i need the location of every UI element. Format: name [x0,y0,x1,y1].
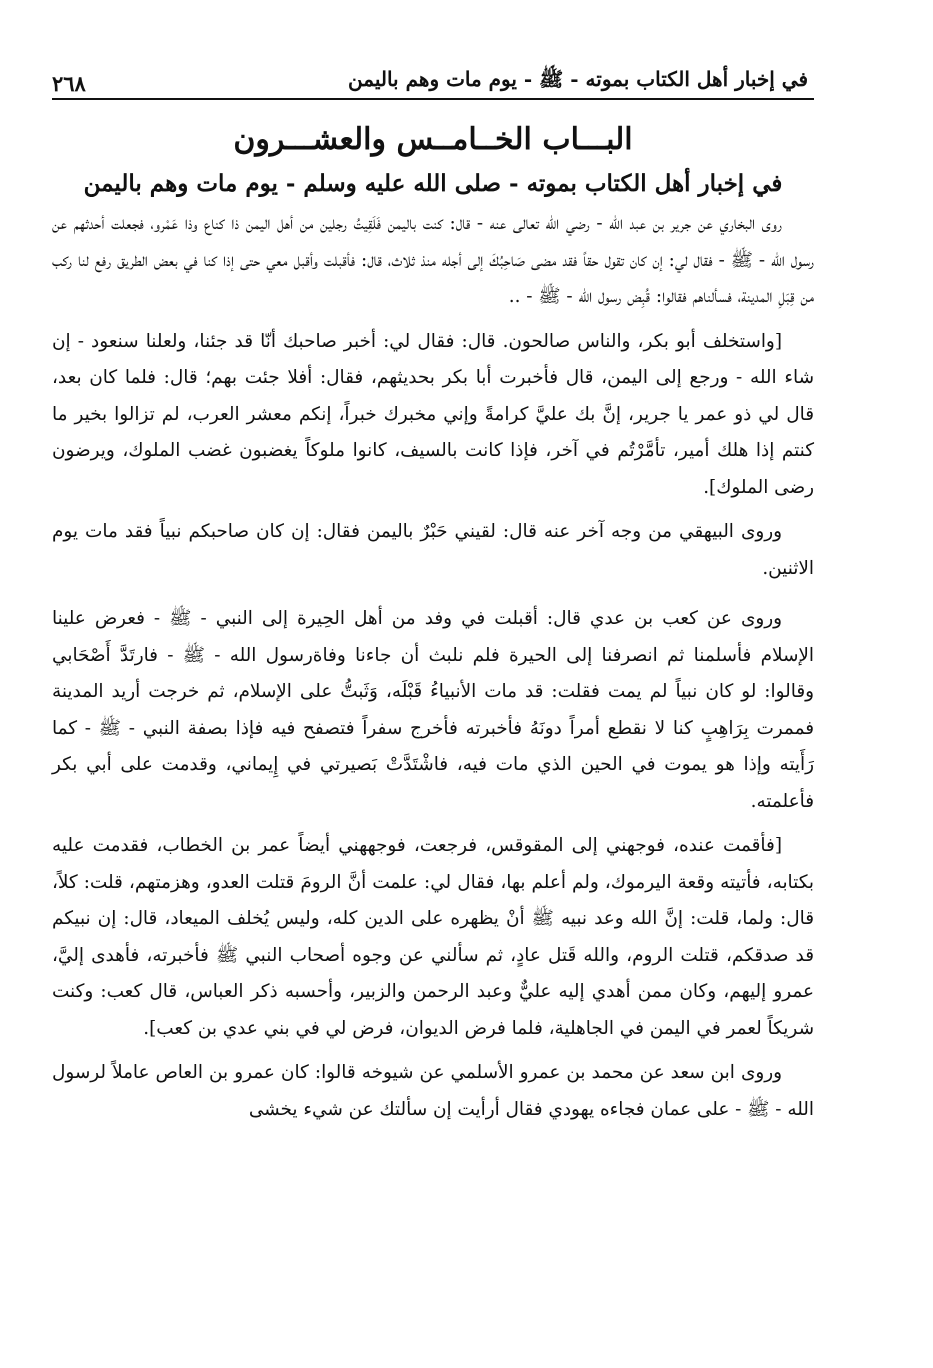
paragraph-bracketed-jarir: [واستخلف أبو بكر، والناس صالحون. قال: فقال لي: أخبر صاحبك أنّا قد جئنا، ولعلنا سنعود - إن شاء الله - ورجع إلى اليمن، قال فأخبرت أبا بكر بحديثهم، فقال: أفلا جئت بهم؛ قال: فلما كان بعد، قال لي ذو عمر يا جرير، إنَّ بك عليَّ كرامةً وإني مخبرك خبراً، إنكم معشر العرب، لم تزالوا بخير ما كنتم إذا هلك أمير، تأمَّرْتُم في آخر، فإذا كانت بالسيف، كانوا ملوكاً يغضبون غضب الملوك، ويرضون رضى الملوك]. [52,330,814,498]
chapter-title: البـــاب الخــامــس والعشـــرون [233,122,633,157]
paragraph-bracketed-kaab: [فأقمت عنده، فوجهني إلى المقوقس، فرجعت، فوجههني أيضاً عمر بن الخطاب، فقدمت عليه بكتابه، فأتيته وقعة اليرموك، ولم أعلم بها، فقال لي: علمت أنَّ الرومَ قتلت العدو، وهزمتهم، قلت: كلاً، قال: ولما، قلت: إنَّ الله وعد نبيه ﷺ أنْ يظهره على الدين كله، وليس يُخلف الميعاد، قال: إن نبيكم قد صدقكم، قتلت الروم، والله قَتل عادٍ، ثم سألني عن وجوه أصحاب النبي ﷺ فأخبرته، فأهدى إليَّ، عمرو إليهم، وكان ممن أهدي إليه عليٌّ وعبد الرحمن والزبير، وأحسبه ذكر العباس، قال كعب: وكنت شريكاً لعمر في اليمن في الجاهلية، فلما فرض الديوان، فرض لي في بني عدي بن كعب]. [52,835,814,1039]
paragraph-bayhaqi: وروى البيهقي من وجه آخر عنه قال: لقيني حَبْرٌ باليمن فقال: إن كان صاحبكم نبياً فقد مات يوم الاثنين. [52,521,814,579]
paragraph-kaab: وروى عن كعب بن عدي قال: أقبلت في وفد من أهل الحِيرة إلى النبي - ﷺ - فعرض علينا الإسلام فأسلمنا ثم انصرفنا إلى الحيرة فلم نلبث أن جاءنا وفاةرسول الله - ﷺ - فارتَدَّ أَصْحَابي وقالوا: لو كان نبياً لم يمت فقلت: قد مات الأنبياءُ قَبْلَه، وَثَبتُّ على الإسلام، ثم خرجت أريد المدينة فممرت بِرَاهِبٍ كنا لا نقطع أمراً دونَهُ فأخبرته فأخرج سفراً فتصفح فيه فإذا بصفة النبي - ﷺ - كما رَأَيته وإذا هو يموت في الحين الذي مات فيه، فاشْتَدَّتْ بَصيرتي في إِيماني، وقدمت على أبي بكر فأعلمته. [52,608,814,812]
running-header [52,58,814,100]
running-title: في إخبار أهل الكتاب بموته - ﷺ - يوم مات وهم باليمن [348,67,808,91]
page-number: ٢٦٨ [52,71,86,96]
book-page [52,58,814,1128]
paragraph-ibn-saad: وروى ابن سعد عن محمد بن عمرو الأسلمي عن شيوخه قالوا: كان عمرو بن العاص عاملاً لرسول الله - ﷺ - على عمان فجاءه يهودي فقال أرأيت إن سألتك عن شيء يخشى [52,1062,814,1120]
chapter-subtitle: في إخبار أهل الكتاب بموته - صلى الله عليه وسلم - يوم مات وهم باليمن [83,170,783,197]
paragraph-bukhari: روى البخاري عن جرير بن عبد الله - رضي الله تعالى عنه - قال: كنت باليمن فَلَقِيتُ رجلين من أهل اليمن ذا كناع وذا عَمْرو، فجعلت أحدثهم عن رسول الله - ﷺ - فقال لي: إن كان تقول حقاً فقد مضى صَاحِبُكَ إلى أجله منذ ثلاث، قال: فأقبلت وأقبل معي حتى إذا كنا في بعض الطريق رفع لنا ركب من قِبَلِ المدينة، فسألناهم فقالوا: قُبِض رسول الله - ﷺ - .. [52,213,814,307]
